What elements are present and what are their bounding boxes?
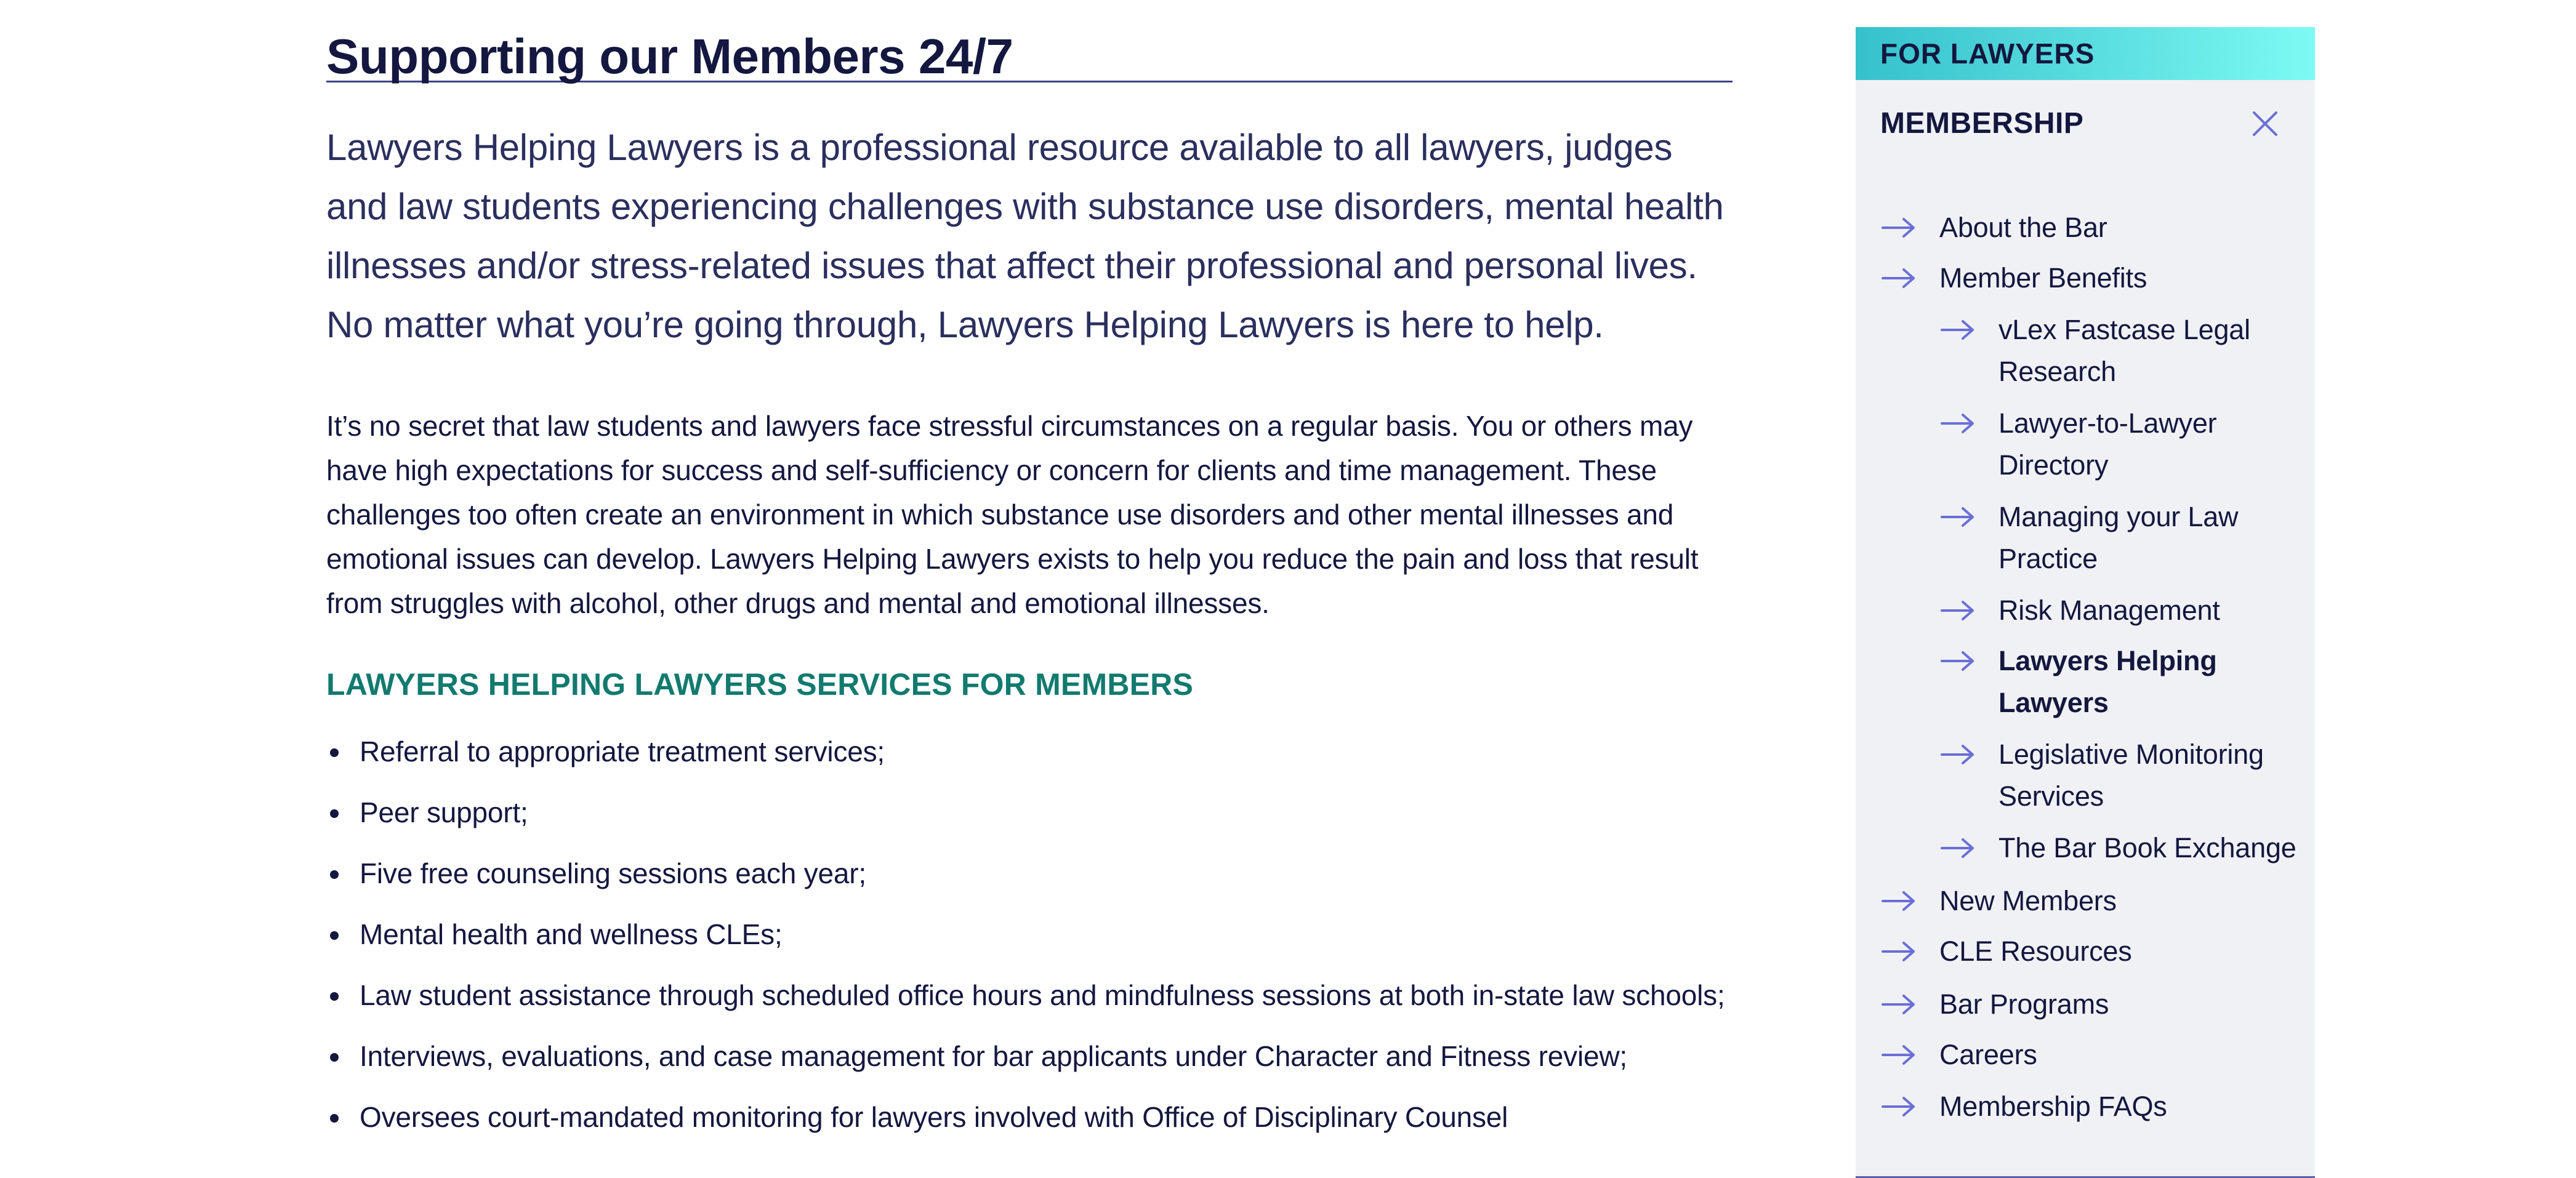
list-item: Interviews, evaluations, and case management for bar applicants under Character and Fitness review;: [326, 1026, 1733, 1087]
services-heading: LAWYERS HELPING LAWYERS SERVICES FOR MEMBERS: [326, 667, 1194, 702]
nav-item-vlex-fastcase-line2[interactable]: [1998, 351, 2116, 393]
page-title: Supporting our Members 24/7: [326, 0, 1733, 82]
nav-item-membership-faqs[interactable]: [1939, 1086, 2167, 1128]
arrow-right-icon: [1939, 742, 1976, 767]
section-title-membership: MEMBERSHIP: [1880, 107, 2084, 140]
list-item: Mental health and wellness CLEs;: [326, 904, 1733, 965]
nav-item-careers[interactable]: [1939, 1034, 2037, 1076]
close-icon[interactable]: [2248, 107, 2282, 140]
nav-item-label: Legislative Monitoring: [1998, 739, 2264, 770]
sidebar-nav: [1856, 80, 2315, 1178]
nav-item-lawyers-helping-lawyers-line2[interactable]: [1998, 682, 2109, 724]
nav-item-label: Lawyer-to-Lawyer: [1998, 407, 2217, 439]
nav-item-bar-book-exchange[interactable]: [1998, 827, 2296, 869]
sidebar-heading: FOR LAWYERS: [1856, 27, 2315, 80]
nav-item-label: CLE Resources: [1939, 936, 2132, 967]
nav-item-label: New Members: [1939, 885, 2117, 916]
nav-item-label: Lawyers Helping: [1998, 645, 2217, 676]
main-content: [326, 0, 1733, 1148]
arrow-right-icon: [1880, 266, 1917, 290]
nav-item-legislative-monitoring-line2[interactable]: [1998, 775, 2104, 817]
arrow-right-icon: [1880, 1094, 1917, 1119]
list-item: Law student assistance through scheduled office hours and mindfulness sessions at both in-state law schools;: [326, 965, 1733, 1026]
body-paragraph: It’s no secret that law students and lawyers face stressful circumstances on a regular basis. You or others may have high expectations for success and self-sufficiency or concern for clients and time management. These challenges too often create an environment in which substance use disorders and other mental illnesses and emotional issues can develop. Lawyers Helping Lawyers exists to help you reduce the pain and loss that result from struggles with alcohol, other drugs and mental and emotional illnesses.: [326, 410, 1699, 619]
nav-item-about-the-bar[interactable]: [1939, 207, 2107, 249]
nav-item-label: Bar Programs: [1939, 988, 2109, 1020]
nav-item-new-members[interactable]: [1939, 880, 2117, 922]
arrow-right-icon: [1880, 939, 1917, 964]
nav-item-bar-programs[interactable]: [1939, 984, 2109, 1025]
list-item: Five free counseling sessions each year;: [326, 843, 1733, 904]
arrow-right-icon: [1939, 318, 1976, 342]
arrow-right-icon: [1880, 889, 1917, 913]
nav-item-vlex-fastcase[interactable]: [1998, 309, 2250, 351]
nav-item-label: Membership FAQs: [1939, 1091, 2167, 1122]
arrow-right-icon: [1939, 598, 1976, 623]
nav-item-legislative-monitoring[interactable]: [1998, 734, 2264, 775]
nav-item-label: About the Bar: [1939, 212, 2107, 243]
nav-item-label: Careers: [1939, 1039, 2037, 1070]
nav-item-managing-practice[interactable]: [1998, 496, 2238, 538]
section-header: [1880, 102, 2290, 145]
nav-item-lawyer-directory-line2[interactable]: [1998, 444, 2108, 486]
nav-item-cle-resources[interactable]: [1939, 931, 2132, 972]
nav-item-managing-practice-line2[interactable]: [1998, 538, 2098, 580]
arrow-right-icon: [1880, 215, 1917, 240]
arrow-right-icon: [1880, 1043, 1917, 1067]
list-item: Peer support;: [326, 782, 1733, 843]
nav-item-lawyers-helping-lawyers[interactable]: [1998, 640, 2217, 682]
arrow-right-icon: [1880, 992, 1917, 1017]
nav-item-label: Research: [1998, 356, 2116, 387]
nav-item-label: Practice: [1998, 543, 2098, 574]
sidebar: [1856, 27, 2315, 1178]
nav-item-label: Managing your Law: [1998, 501, 2239, 532]
arrow-right-icon: [1939, 411, 1976, 436]
arrow-right-icon: [1939, 505, 1976, 529]
nav-item-label: The Bar Book Exchange: [1998, 832, 2296, 863]
nav-item-label: Lawyers: [1998, 687, 2109, 718]
list-item: Oversees court-mandated monitoring for lawyers involved with Office of Disciplinary Counsel: [326, 1087, 1733, 1148]
nav-item-member-benefits[interactable]: [1939, 257, 2147, 299]
nav-item-label: Directory: [1998, 449, 2109, 481]
services-list: [326, 721, 1733, 1148]
arrow-right-icon: [1939, 649, 1976, 673]
nav-item-lawyer-directory[interactable]: [1998, 403, 2216, 444]
nav-item-label: vLex Fastcase Legal: [1998, 314, 2250, 345]
nav-item-label: Risk Management: [1998, 595, 2220, 626]
list-item: Referral to appropriate treatment services;: [326, 721, 1733, 782]
nav-item-label: Member Benefits: [1939, 262, 2147, 294]
nav-item-risk-management[interactable]: [1998, 590, 2220, 631]
lead-paragraph: Lawyers Helping Lawyers is a professional resource available to all lawyers, judges and law students experiencing challenges with substance use disorders, mental health illnesses and/or stress-related issues that affect their professional and personal lives. No matter what you’re going through, Lawyers Helping Lawyers is here to help.: [326, 127, 1724, 345]
nav-item-label: Services: [1998, 780, 2104, 812]
arrow-right-icon: [1939, 836, 1976, 860]
